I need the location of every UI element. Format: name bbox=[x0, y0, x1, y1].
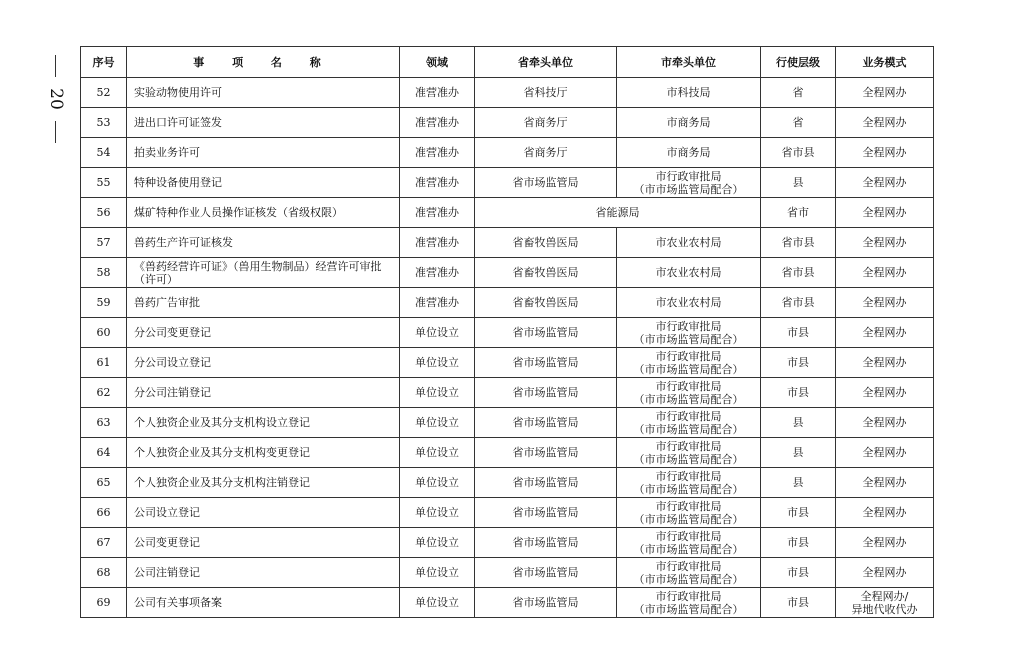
province-lead-cell: 省市场监管局 bbox=[475, 168, 617, 198]
city-lead-cell bbox=[617, 258, 761, 288]
province-lead-cell: 省市场监管局 bbox=[475, 558, 617, 588]
city-lead-cell-line: 市行政审批局 bbox=[655, 439, 722, 453]
city-lead-cell-line: （市市场监管局配合） bbox=[633, 392, 744, 406]
city-lead-cell-line: （市市场监管局配合） bbox=[633, 542, 744, 556]
items-table bbox=[80, 46, 934, 618]
mode-cell bbox=[836, 498, 934, 528]
table-row bbox=[81, 258, 934, 288]
item-name: 个人独资企业及其分支机构设立登记 bbox=[127, 408, 400, 438]
mode-cell-line: 全程网办 bbox=[862, 416, 907, 429]
table-body bbox=[81, 78, 934, 618]
mode-cell-line: 全程网办 bbox=[862, 86, 907, 99]
level-cell: 省市县 bbox=[761, 288, 836, 318]
item-name: 兽药广告审批 bbox=[127, 288, 400, 318]
domain-cell: 单位设立 bbox=[400, 378, 475, 408]
item-name: 分公司变更登记 bbox=[127, 318, 400, 348]
mode-cell bbox=[836, 288, 934, 318]
header-level: 行使层级 bbox=[761, 47, 836, 78]
province-lead-cell: 省市场监管局 bbox=[475, 318, 617, 348]
level-cell: 县 bbox=[761, 468, 836, 498]
mode-cell bbox=[836, 198, 934, 228]
row-number: 52 bbox=[81, 78, 127, 108]
mode-cell-line: 全程网办 bbox=[862, 536, 907, 549]
row-number: 64 bbox=[81, 438, 127, 468]
row-number: 58 bbox=[81, 258, 127, 288]
domain-cell: 单位设立 bbox=[400, 408, 475, 438]
mode-cell bbox=[836, 318, 934, 348]
table-header-row bbox=[81, 47, 934, 78]
row-number: 60 bbox=[81, 318, 127, 348]
mode-cell bbox=[836, 468, 934, 498]
domain-cell: 单位设立 bbox=[400, 468, 475, 498]
province-lead-cell: 省市场监管局 bbox=[475, 408, 617, 438]
mode-cell bbox=[836, 78, 934, 108]
level-cell: 市县 bbox=[761, 378, 836, 408]
table-row bbox=[81, 168, 934, 198]
mode-cell-line: 全程网办 bbox=[862, 446, 907, 459]
province-lead-cell: 省市场监管局 bbox=[475, 528, 617, 558]
city-lead-cell bbox=[617, 558, 761, 588]
item-name: 公司有关事项备案 bbox=[127, 588, 400, 618]
header-mode: 业务模式 bbox=[836, 47, 934, 78]
level-cell: 市县 bbox=[761, 528, 836, 558]
level-cell: 省 bbox=[761, 108, 836, 138]
page-number: 20 bbox=[46, 88, 66, 110]
mode-cell-line: 全程网办 bbox=[862, 326, 907, 339]
city-lead-cell-line: 市农业农村局 bbox=[655, 236, 722, 249]
table-row bbox=[81, 528, 934, 558]
level-cell: 市县 bbox=[761, 558, 836, 588]
table-row bbox=[81, 588, 934, 618]
row-number: 62 bbox=[81, 378, 127, 408]
city-lead-cell-line: 市行政审批局 bbox=[655, 409, 722, 423]
mode-cell-line: 全程网办 bbox=[862, 476, 907, 489]
header-city-lead: 市牵头单位 bbox=[617, 47, 761, 78]
city-lead-cell bbox=[617, 408, 761, 438]
domain-cell: 单位设立 bbox=[400, 318, 475, 348]
province-lead-cell: 省市场监管局 bbox=[475, 588, 617, 618]
city-lead-cell-line: 市行政审批局 bbox=[655, 559, 722, 573]
city-lead-cell-line: （市市场监管局配合） bbox=[633, 332, 744, 346]
domain-cell: 准营准办 bbox=[400, 138, 475, 168]
table-row bbox=[81, 348, 934, 378]
mode-cell-line: 全程网办 bbox=[862, 506, 907, 519]
city-lead-cell-line: 市商务局 bbox=[666, 146, 711, 159]
domain-cell: 准营准办 bbox=[400, 228, 475, 258]
item-name: 个人独资企业及其分支机构变更登记 bbox=[127, 438, 400, 468]
item-name: 拍卖业务许可 bbox=[127, 138, 400, 168]
item-name: 分公司注销登记 bbox=[127, 378, 400, 408]
item-name: 兽药生产许可证核发 bbox=[127, 228, 400, 258]
province-lead-cell: 省科技厅 bbox=[475, 78, 617, 108]
table-row bbox=[81, 498, 934, 528]
city-lead-cell bbox=[617, 438, 761, 468]
row-number: 61 bbox=[81, 348, 127, 378]
item-name: 进出口许可证签发 bbox=[127, 108, 400, 138]
level-cell: 县 bbox=[761, 408, 836, 438]
province-lead-cell: 省市场监管局 bbox=[475, 438, 617, 468]
item-name: 煤矿特种作业人员操作证核发（省级权限） bbox=[127, 198, 400, 228]
province-lead-cell: 省畜牧兽医局 bbox=[475, 288, 617, 318]
table-row bbox=[81, 318, 934, 348]
row-number: 56 bbox=[81, 198, 127, 228]
table-row bbox=[81, 558, 934, 588]
city-lead-cell-line: 市行政审批局 bbox=[655, 169, 722, 183]
domain-cell: 单位设立 bbox=[400, 588, 475, 618]
item-name: 公司设立登记 bbox=[127, 498, 400, 528]
table-row bbox=[81, 468, 934, 498]
mode-cell bbox=[836, 258, 934, 288]
mode-cell-line: 异地代收代办 bbox=[851, 602, 918, 616]
domain-cell: 准营准办 bbox=[400, 78, 475, 108]
mode-cell bbox=[836, 378, 934, 408]
city-lead-cell-line: 市行政审批局 bbox=[655, 589, 722, 603]
item-name: 特种设备使用登记 bbox=[127, 168, 400, 198]
city-lead-cell bbox=[617, 348, 761, 378]
province-lead-cell: 省商务厅 bbox=[475, 108, 617, 138]
item-name: 分公司设立登记 bbox=[127, 348, 400, 378]
mode-cell-line: 全程网办 bbox=[862, 566, 907, 579]
mode-cell-line: 全程网办 bbox=[862, 296, 907, 309]
mode-cell bbox=[836, 228, 934, 258]
province-lead-cell: 省畜牧兽医局 bbox=[475, 228, 617, 258]
page-number-dash-bottom bbox=[55, 121, 56, 143]
table-row bbox=[81, 108, 934, 138]
domain-cell: 准营准办 bbox=[400, 168, 475, 198]
level-cell: 市县 bbox=[761, 498, 836, 528]
city-lead-cell bbox=[617, 498, 761, 528]
domain-cell: 准营准办 bbox=[400, 108, 475, 138]
city-lead-cell-line: 市农业农村局 bbox=[655, 266, 722, 279]
level-cell: 省市县 bbox=[761, 138, 836, 168]
table-row bbox=[81, 288, 934, 318]
mode-cell-line: 全程网办 bbox=[862, 116, 907, 129]
province-lead-cell: 省市场监管局 bbox=[475, 378, 617, 408]
header-province-lead: 省牵头单位 bbox=[475, 47, 617, 78]
table-row bbox=[81, 438, 934, 468]
mode-cell-line: 全程网办 bbox=[862, 386, 907, 399]
city-lead-cell bbox=[617, 288, 761, 318]
province-lead-cell: 省市场监管局 bbox=[475, 468, 617, 498]
domain-cell: 单位设立 bbox=[400, 348, 475, 378]
table-row bbox=[81, 228, 934, 258]
domain-cell: 单位设立 bbox=[400, 498, 475, 528]
table-row bbox=[81, 78, 934, 108]
city-lead-cell bbox=[617, 168, 761, 198]
city-lead-cell bbox=[617, 588, 761, 618]
mode-cell-line: 全程网办 bbox=[862, 356, 907, 369]
row-number: 68 bbox=[81, 558, 127, 588]
header-domain: 领域 bbox=[400, 47, 475, 78]
city-lead-cell-line: 市农业农村局 bbox=[655, 296, 722, 309]
row-number: 65 bbox=[81, 468, 127, 498]
row-number: 66 bbox=[81, 498, 127, 528]
mode-cell bbox=[836, 558, 934, 588]
item-name: 个人独资企业及其分支机构注销登记 bbox=[127, 468, 400, 498]
city-lead-cell-line: 市行政审批局 bbox=[655, 469, 722, 483]
city-lead-cell bbox=[617, 138, 761, 168]
domain-cell: 准营准办 bbox=[400, 258, 475, 288]
city-lead-cell-line: 市商务局 bbox=[666, 116, 711, 129]
domain-cell: 准营准办 bbox=[400, 198, 475, 228]
province-lead-cell: 省市场监管局 bbox=[475, 348, 617, 378]
mode-cell bbox=[836, 348, 934, 378]
mode-cell bbox=[836, 588, 934, 618]
row-number: 59 bbox=[81, 288, 127, 318]
table-row bbox=[81, 138, 934, 168]
city-lead-cell bbox=[617, 378, 761, 408]
mode-cell bbox=[836, 438, 934, 468]
level-cell: 省市县 bbox=[761, 258, 836, 288]
header-no: 序号 bbox=[81, 47, 127, 78]
table-row bbox=[81, 408, 934, 438]
domain-cell: 准营准办 bbox=[400, 288, 475, 318]
domain-cell: 单位设立 bbox=[400, 558, 475, 588]
city-lead-cell-line: （市市场监管局配合） bbox=[633, 452, 744, 466]
row-number: 69 bbox=[81, 588, 127, 618]
level-cell: 市县 bbox=[761, 348, 836, 378]
mode-cell bbox=[836, 408, 934, 438]
level-cell: 县 bbox=[761, 438, 836, 468]
item-name: 公司注销登记 bbox=[127, 558, 400, 588]
province-lead-cell: 省市场监管局 bbox=[475, 498, 617, 528]
city-lead-cell-line: （市市场监管局配合） bbox=[633, 512, 744, 526]
city-lead-cell bbox=[617, 318, 761, 348]
mode-cell-line: 全程网办/ bbox=[860, 589, 909, 603]
city-lead-cell bbox=[617, 228, 761, 258]
city-lead-cell-line: 市行政审批局 bbox=[655, 379, 722, 393]
city-lead-cell bbox=[617, 78, 761, 108]
level-cell: 市县 bbox=[761, 588, 836, 618]
city-lead-cell-line: （市市场监管局配合） bbox=[633, 572, 744, 586]
province-lead-cell: 省商务厅 bbox=[475, 138, 617, 168]
mode-cell bbox=[836, 138, 934, 168]
city-lead-cell-line: （市市场监管局配合） bbox=[633, 182, 744, 196]
level-cell: 县 bbox=[761, 168, 836, 198]
city-lead-cell-line: 市行政审批局 bbox=[655, 349, 722, 363]
city-lead-cell-line: 市行政审批局 bbox=[655, 499, 722, 513]
city-lead-cell-line: （市市场监管局配合） bbox=[633, 422, 744, 436]
mode-cell bbox=[836, 168, 934, 198]
merged-lead-cell: 省能源局 bbox=[475, 198, 761, 228]
item-name: 公司变更登记 bbox=[127, 528, 400, 558]
city-lead-cell-line: 市科技局 bbox=[666, 86, 711, 99]
row-number: 67 bbox=[81, 528, 127, 558]
mode-cell-line: 全程网办 bbox=[862, 206, 907, 219]
table-row bbox=[81, 198, 934, 228]
row-number: 53 bbox=[81, 108, 127, 138]
header-name: 事 项 名 称 bbox=[127, 47, 400, 78]
mode-cell-line: 全程网办 bbox=[862, 266, 907, 279]
domain-cell: 单位设立 bbox=[400, 528, 475, 558]
city-lead-cell-line: （市市场监管局配合） bbox=[633, 362, 744, 376]
mode-cell bbox=[836, 108, 934, 138]
row-number: 54 bbox=[81, 138, 127, 168]
page-number-dash-top bbox=[55, 55, 56, 77]
city-lead-cell-line: 市行政审批局 bbox=[655, 529, 722, 543]
row-number: 55 bbox=[81, 168, 127, 198]
city-lead-cell-line: 市行政审批局 bbox=[655, 319, 722, 333]
level-cell: 市县 bbox=[761, 318, 836, 348]
mode-cell-line: 全程网办 bbox=[862, 146, 907, 159]
item-name: 《兽药经营许可证》（兽用生物制品）经营许可审批（许可） bbox=[127, 258, 400, 288]
table-row bbox=[81, 378, 934, 408]
city-lead-cell bbox=[617, 108, 761, 138]
mode-cell bbox=[836, 528, 934, 558]
domain-cell: 单位设立 bbox=[400, 438, 475, 468]
city-lead-cell bbox=[617, 468, 761, 498]
item-name: 实验动物使用许可 bbox=[127, 78, 400, 108]
city-lead-cell-line: （市市场监管局配合） bbox=[633, 482, 744, 496]
city-lead-cell-line: （市市场监管局配合） bbox=[633, 602, 744, 616]
row-number: 63 bbox=[81, 408, 127, 438]
level-cell: 省市 bbox=[761, 198, 836, 228]
province-lead-cell: 省畜牧兽医局 bbox=[475, 258, 617, 288]
city-lead-cell bbox=[617, 528, 761, 558]
mode-cell-line: 全程网办 bbox=[862, 176, 907, 189]
row-number: 57 bbox=[81, 228, 127, 258]
page-number-marker bbox=[40, 55, 72, 145]
level-cell: 省市县 bbox=[761, 228, 836, 258]
level-cell: 省 bbox=[761, 78, 836, 108]
mode-cell-line: 全程网办 bbox=[862, 236, 907, 249]
